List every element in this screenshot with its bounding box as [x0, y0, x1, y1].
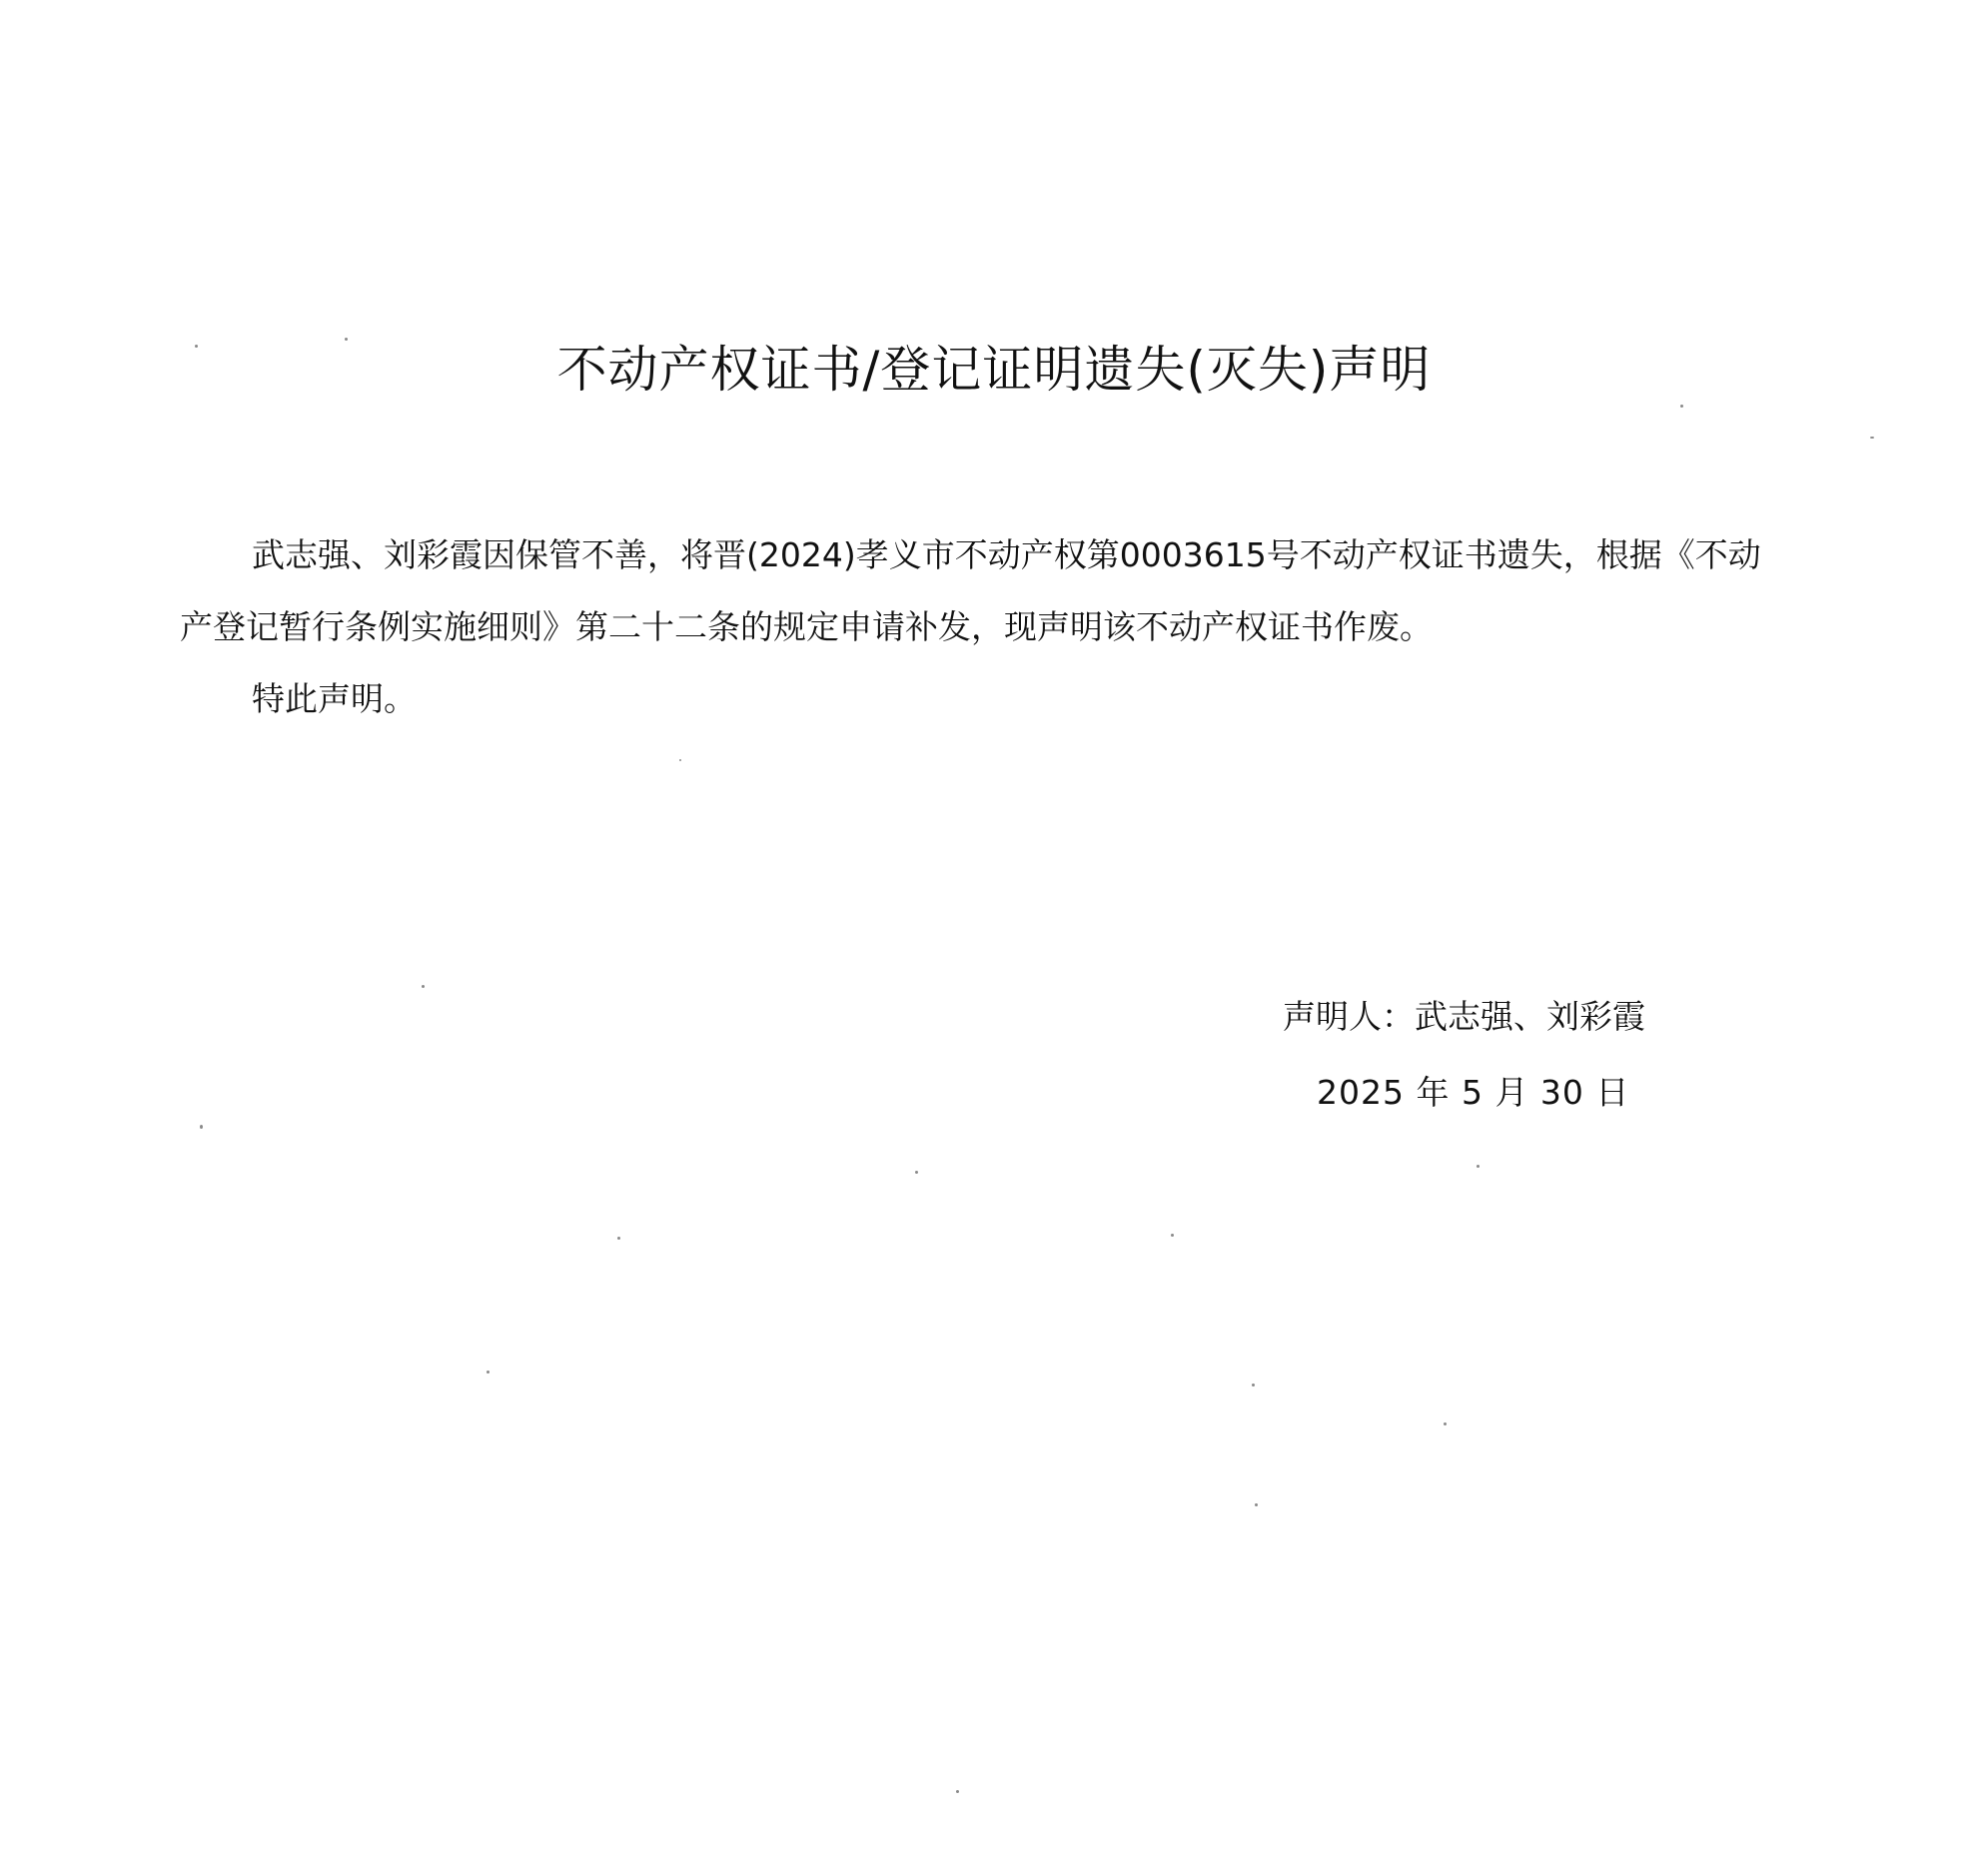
scan-speck [195, 345, 198, 348]
scan-speck [956, 1790, 959, 1793]
scan-speck [345, 338, 348, 341]
scan-speck [915, 1171, 918, 1174]
document-title: 不动产权证书/登记证明遗失(灭失)声明 [556, 341, 1432, 399]
scan-speck [1444, 1422, 1447, 1425]
scan-speck [679, 759, 681, 761]
scan-speck [1477, 1165, 1480, 1168]
body-paragraph: 武志强、刘彩霞因保管不善，将晋(2024)孝义市不动产权第0003615号不动产权证书遗失，根据《不动产登记暂行条例实施细则》第二十二条的规定申请补发，现声明该不动产权证书作废。 [180, 535, 1761, 646]
scan-speck [1252, 1384, 1255, 1387]
date-line: 2025 年 5 月 30 日 [1317, 1073, 1630, 1112]
closing-statement: 特此声明。 [252, 679, 417, 718]
scan-speck [487, 1371, 490, 1374]
scan-speck [617, 1237, 620, 1240]
scan-speck [422, 985, 425, 988]
scan-speck [1870, 437, 1874, 439]
scan-speck [1171, 1234, 1174, 1237]
declarant-line: 声明人：武志强、刘彩霞 [1283, 997, 1645, 1036]
scan-speck [200, 1125, 203, 1129]
scan-speck [1680, 405, 1683, 408]
scan-speck [1255, 1503, 1258, 1506]
